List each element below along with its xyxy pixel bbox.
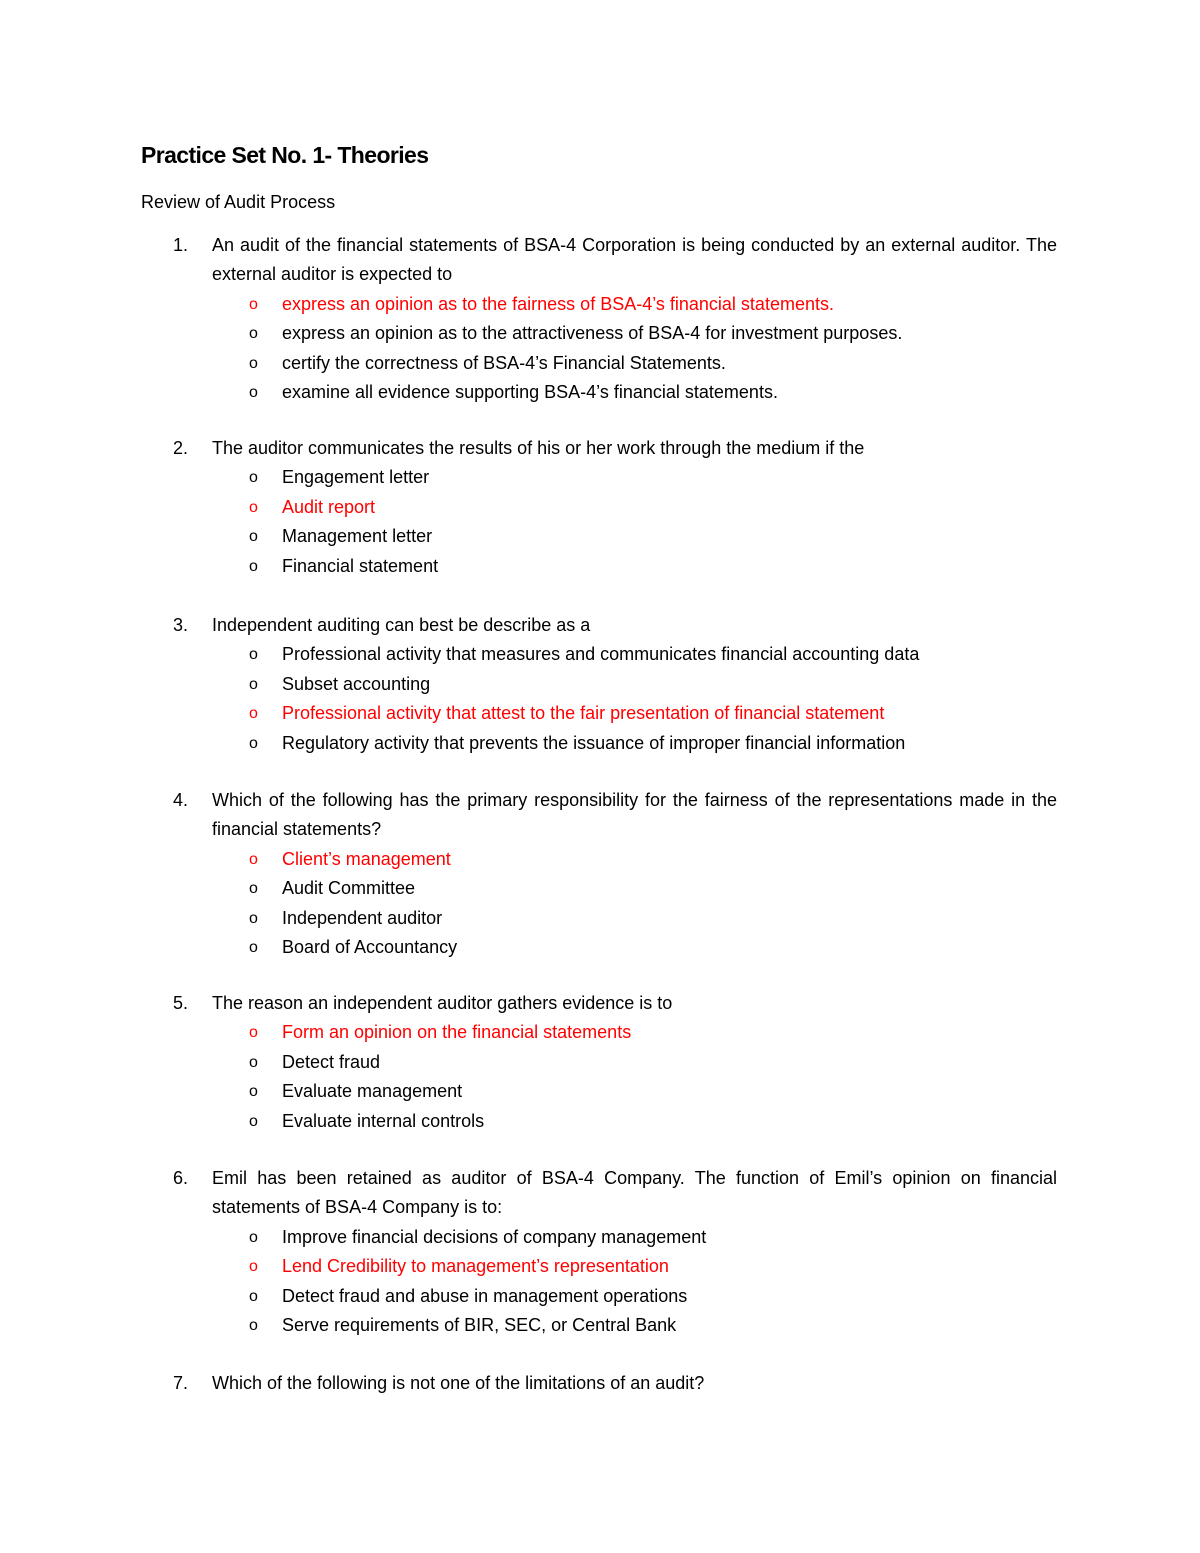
question-6 bbox=[173, 1164, 1057, 1341]
option-list bbox=[173, 640, 1057, 758]
bullet-icon: o bbox=[249, 325, 258, 343]
bullet-icon: o bbox=[249, 1287, 258, 1305]
question-text: Emil has been retained as auditor of BSA-4 Company. The function of Emil’s opinion on financial statements of BSA-4 Company is to: bbox=[212, 1168, 1057, 1218]
option-text: Independent auditor bbox=[282, 907, 443, 928]
option-text: certify the correctness of BSA-4’s Financial Statements. bbox=[282, 352, 726, 373]
question-7 bbox=[173, 1369, 1057, 1398]
option-text: Detect fraud and abuse in management operations bbox=[282, 1285, 688, 1306]
option-text: Form an opinion on the financial statements bbox=[282, 1022, 632, 1043]
option-item bbox=[173, 1311, 1057, 1341]
option-item bbox=[173, 349, 1057, 379]
option-list bbox=[173, 845, 1057, 963]
question-number: 7. bbox=[173, 1373, 189, 1393]
option-item bbox=[173, 290, 1057, 320]
option-item bbox=[173, 522, 1057, 552]
option-text: Evaluate management bbox=[282, 1081, 463, 1102]
bullet-icon: o bbox=[249, 675, 258, 693]
question-4 bbox=[173, 786, 1057, 963]
option-item bbox=[173, 904, 1057, 934]
option-item bbox=[173, 670, 1057, 700]
option-item bbox=[173, 1107, 1057, 1137]
question-number: 3. bbox=[173, 615, 189, 635]
question-number: 5. bbox=[173, 993, 189, 1013]
option-text: express an opinion as to the fairness of BSA-4’s financial statements. bbox=[282, 293, 834, 314]
option-text: express an opinion as to the attractiveness of BSA-4 for investment purposes. bbox=[282, 323, 903, 344]
bullet-icon: o bbox=[249, 528, 258, 546]
option-item bbox=[173, 640, 1057, 670]
option-list bbox=[173, 290, 1057, 408]
option-text: examine all evidence supporting BSA-4’s financial statements. bbox=[282, 382, 778, 403]
option-item bbox=[173, 874, 1057, 904]
question-text: The auditor communicates the results of his or her work through the medium if the bbox=[212, 438, 865, 458]
bullet-icon: o bbox=[249, 705, 258, 723]
bullet-icon: o bbox=[249, 909, 258, 927]
bullet-icon: o bbox=[249, 939, 258, 957]
bullet-icon: o bbox=[249, 1083, 258, 1101]
option-item bbox=[173, 1223, 1057, 1253]
question-text: Which of the following has the primary responsibility for the fairness of the representations made in the financial statements? bbox=[212, 790, 1057, 840]
option-item bbox=[173, 378, 1057, 408]
question-2 bbox=[173, 434, 1057, 581]
option-item bbox=[173, 845, 1057, 875]
option-text: Regulatory activity that prevents the issuance of improper financial information bbox=[282, 732, 906, 753]
bullet-icon: o bbox=[249, 469, 258, 487]
section-subtitle: Review of Audit Process bbox=[141, 192, 336, 212]
option-text: Financial statement bbox=[282, 555, 439, 576]
option-item bbox=[173, 552, 1057, 582]
option-text: Improve financial decisions of company management bbox=[282, 1226, 707, 1247]
option-item bbox=[173, 1077, 1057, 1107]
bullet-icon: o bbox=[249, 1053, 258, 1071]
option-item bbox=[173, 1282, 1057, 1312]
question-number: 1. bbox=[173, 235, 189, 255]
question-3 bbox=[173, 611, 1057, 758]
option-item bbox=[173, 699, 1057, 729]
option-item bbox=[173, 1252, 1057, 1282]
question-number: 4. bbox=[173, 790, 189, 810]
question-number: 2. bbox=[173, 438, 189, 458]
option-text: Professional activity that attest to the fair presentation of financial statement bbox=[282, 703, 885, 724]
bullet-icon: o bbox=[249, 646, 258, 664]
question-1 bbox=[173, 231, 1057, 408]
bullet-icon: o bbox=[249, 1258, 258, 1276]
option-text: Engagement letter bbox=[282, 467, 430, 488]
option-text: Evaluate internal controls bbox=[282, 1110, 485, 1131]
bullet-icon: o bbox=[249, 384, 258, 402]
option-list bbox=[173, 1223, 1057, 1341]
bullet-icon: o bbox=[249, 1112, 258, 1130]
option-item bbox=[173, 493, 1057, 523]
option-item bbox=[173, 933, 1057, 963]
option-text: Subset accounting bbox=[282, 673, 431, 694]
bullet-icon: o bbox=[249, 880, 258, 898]
bullet-icon: o bbox=[249, 1024, 258, 1042]
page-title: Practice Set No. 1- Theories bbox=[141, 142, 429, 168]
option-text: Lend Credibility to management’s representation bbox=[282, 1256, 669, 1277]
option-text: Serve requirements of BIR, SEC, or Central Bank bbox=[282, 1315, 677, 1336]
bullet-icon: o bbox=[249, 557, 258, 575]
option-item bbox=[173, 1018, 1057, 1048]
question-5 bbox=[173, 989, 1057, 1136]
option-text: Detect fraud bbox=[282, 1051, 381, 1072]
option-text: Board of Accountancy bbox=[282, 937, 458, 958]
option-text: Audit report bbox=[282, 496, 376, 517]
bullet-icon: o bbox=[249, 295, 258, 313]
bullet-icon: o bbox=[249, 354, 258, 372]
option-list bbox=[173, 1018, 1057, 1136]
option-item bbox=[173, 463, 1057, 493]
option-text: Management letter bbox=[282, 526, 433, 547]
bullet-icon: o bbox=[249, 1228, 258, 1246]
option-text: Professional activity that measures and communicates financial accounting data bbox=[282, 644, 920, 665]
question-text: Independent auditing can best be describe as a bbox=[212, 615, 591, 635]
bullet-icon: o bbox=[249, 734, 258, 752]
option-list bbox=[173, 463, 1057, 581]
question-text: An audit of the financial statements of BSA-4 Corporation is being conducted by an external auditor. The external auditor is expected to bbox=[212, 235, 1057, 285]
option-text: Audit Committee bbox=[282, 878, 416, 899]
bullet-icon: o bbox=[249, 498, 258, 516]
question-number: 6. bbox=[173, 1168, 189, 1188]
option-item bbox=[173, 729, 1057, 759]
bullet-icon: o bbox=[249, 850, 258, 868]
question-text: The reason an independent auditor gathers evidence is to bbox=[212, 993, 673, 1013]
option-item bbox=[173, 1048, 1057, 1078]
option-text: Client’s management bbox=[282, 848, 451, 869]
option-item bbox=[173, 319, 1057, 349]
question-text: Which of the following is not one of the limitations of an audit? bbox=[212, 1373, 705, 1393]
bullet-icon: o bbox=[249, 1317, 258, 1335]
